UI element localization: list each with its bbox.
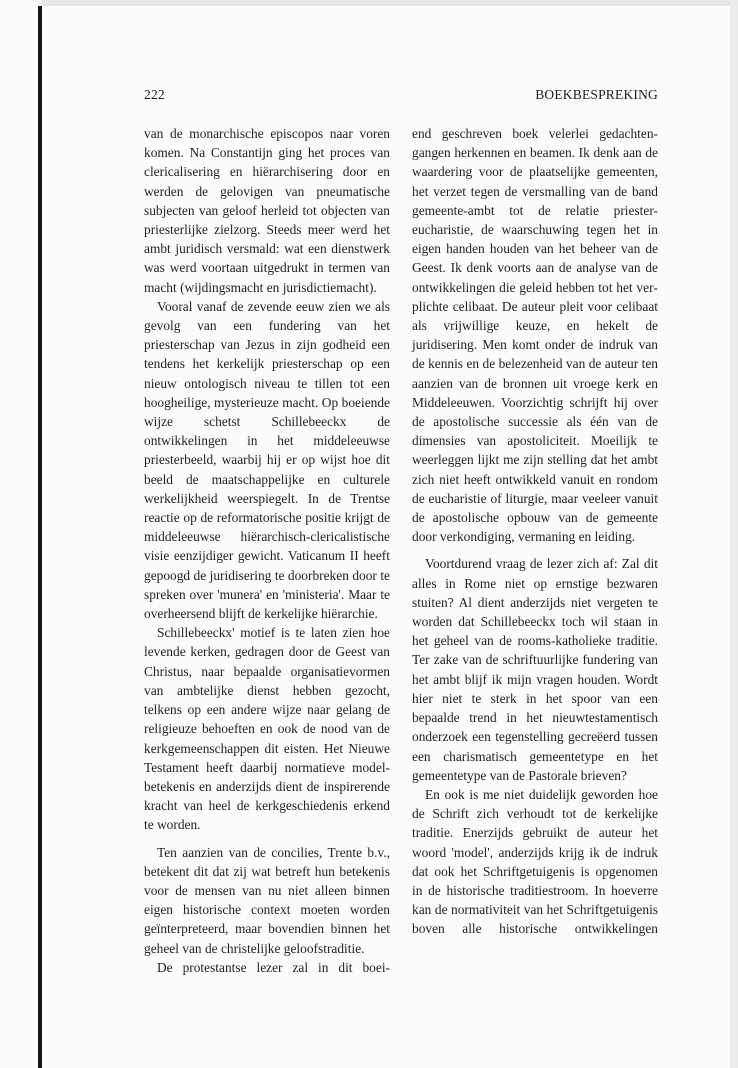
paragraph: Voortdurend vraag de lezer zich af: Zal dit alles in Rome niet op ernstige bezwaren stuiten? Al dient anderzijds niet vergeten te worden dat Schillebeeckx toch wil staan in het geheel van de rooms-katholieke traditie. Ter zake van de schriftuurlijke fundering van het ambt blijf ik mijn vragen houden. Wordt hier niet te sterk in het spoor van een bepaalde trend in het nieuwtestamentisch onderzoek een tegenstelling gecreëerd tussen een charismatisch gemeentetype en het gemeentetype van de Pastorale brieven? bbox=[412, 556, 658, 783]
scan-left-margin bbox=[0, 0, 42, 1068]
running-header bbox=[144, 87, 658, 107]
page-number: 222 bbox=[144, 87, 165, 102]
left-column bbox=[144, 124, 390, 977]
scan-right-margin bbox=[730, 0, 738, 1068]
paragraph: Vooral vanaf de zevende eeuw zien we als gevolg van een fundering van het priesterschap van Jezus in zijn godheid een tendens het kerkelijk priesterschap op een nieuw ontologisch niveau te tillen tot een hoogheilige, mysterieuze macht. Op boeiende wijze schetst Schillebeeckx de ontwikkelingen in het middeleeuwse priesterbeeld, waarbij hij er op wijst hoe dit beeld de maatschappelijke en culturele werkelijkheid weerspiegelt. In de Trentse reactie op de reformatorische positie krijgt de middeleeuwse hiërarchisch-clericalistische visie eenzijdiger gewicht. Vaticanum II heeft gepoogd de juridisering te doorbreken door te spreken over 'munera' en 'ministeria'. Maar te overheersend blijft de kerkelijke hiërarchie. bbox=[144, 298, 390, 622]
paragraph: De protestantse lezer zal in dit boei- bbox=[157, 959, 390, 975]
paragraph: end geschreven boek velerlei gedachtengangen herkennen en beamen. Ik denk aan de waardering voor de plaatselijke gemeenten, het verzet tegen de versmalling van de band gemeente-ambt tot de relatie priester-eucharistie, de waarschuwing tegen het in eigen handen houden van het beheer van de Geest. Ik denk voorts aan de analyse van de ontwikkelingen die geleid hebben tot het verplichte celibaat. De auteur pleit voor celibaat als vrijwillige keuze, en hekelt de juridisering. Men komt onder de indruk van de kennis en de belezenheid van de auteur ten aanzien van de bronnen uit vroege kerk en Middeleeuwen. Voorzichtig schrijft hij over de apostolische successie als één van de dimensies van apostoliciteit. Moeilijk te weerleggen lijkt me zijn stelling dat het ambt zich niet heeft ontwikkeld vanuit en rondom de eucharistie of liturgie, maar veeleer vanuit de apostolische opbouw van de gemeente door verkondiging, vermaning en leiding. bbox=[412, 126, 658, 545]
paragraph: Schillebeeckx' motief is te laten zien hoe levende kerken, gedragen door de Geest van Christus, naar bepaalde organisatievormen van ambtelijke dienst hebben gezocht, telkens op een andere wijze naar gelang de religieuze behoeften en ook de nood van de kerkgemeenschappen dit eisten. Het Nieuwe Testament heeft daarbij normatieve model-betekenis en anderzijds dient de inspirerende kracht van heel de kerkgeschiedenis erkend te worden. bbox=[144, 625, 390, 833]
right-column bbox=[412, 124, 658, 939]
paragraph: Ten aanzien van de concilies, Trente b.v., betekent dit dat zij wat betreft hun betekenis voor de mensen van nu niet alleen binnen eigen historische context moeten worden geïnterpreteerd, maar bovendien binnen het geheel van de christelijke geloofstraditie. bbox=[144, 844, 390, 956]
section-title: BOEKBESPREKING bbox=[535, 87, 658, 102]
paragraph: En ook is me niet duidelijk geworden hoe de Schrift zich verhoudt tot de kerkelijke traditie. Enerzijds gebruikt de auteur het woord 'model', anderzijds krijg ik de indruk dat ook het Schriftgetuigenis is opgenomen in de historische traditiestroom. In hoeverre kan de normativiteit van het Schriftgetuigenis boven alle historische ontwikkelingen bbox=[412, 786, 658, 937]
paragraph: van de monarchische episcopos naar voren komen. Na Constantijn ging het proces van clericalisering en hiërarchisering door en werden de gelovigen van pneumatische subjecten van geloof herleid tot objecten van priesterlijke zielzorg. Steeds meer werd het ambt juridisch versmald: wat een dienstwerk was werd voortaan uitgedrukt in termen van macht (wijdingsmacht en jurisdictiemacht). bbox=[144, 126, 390, 295]
